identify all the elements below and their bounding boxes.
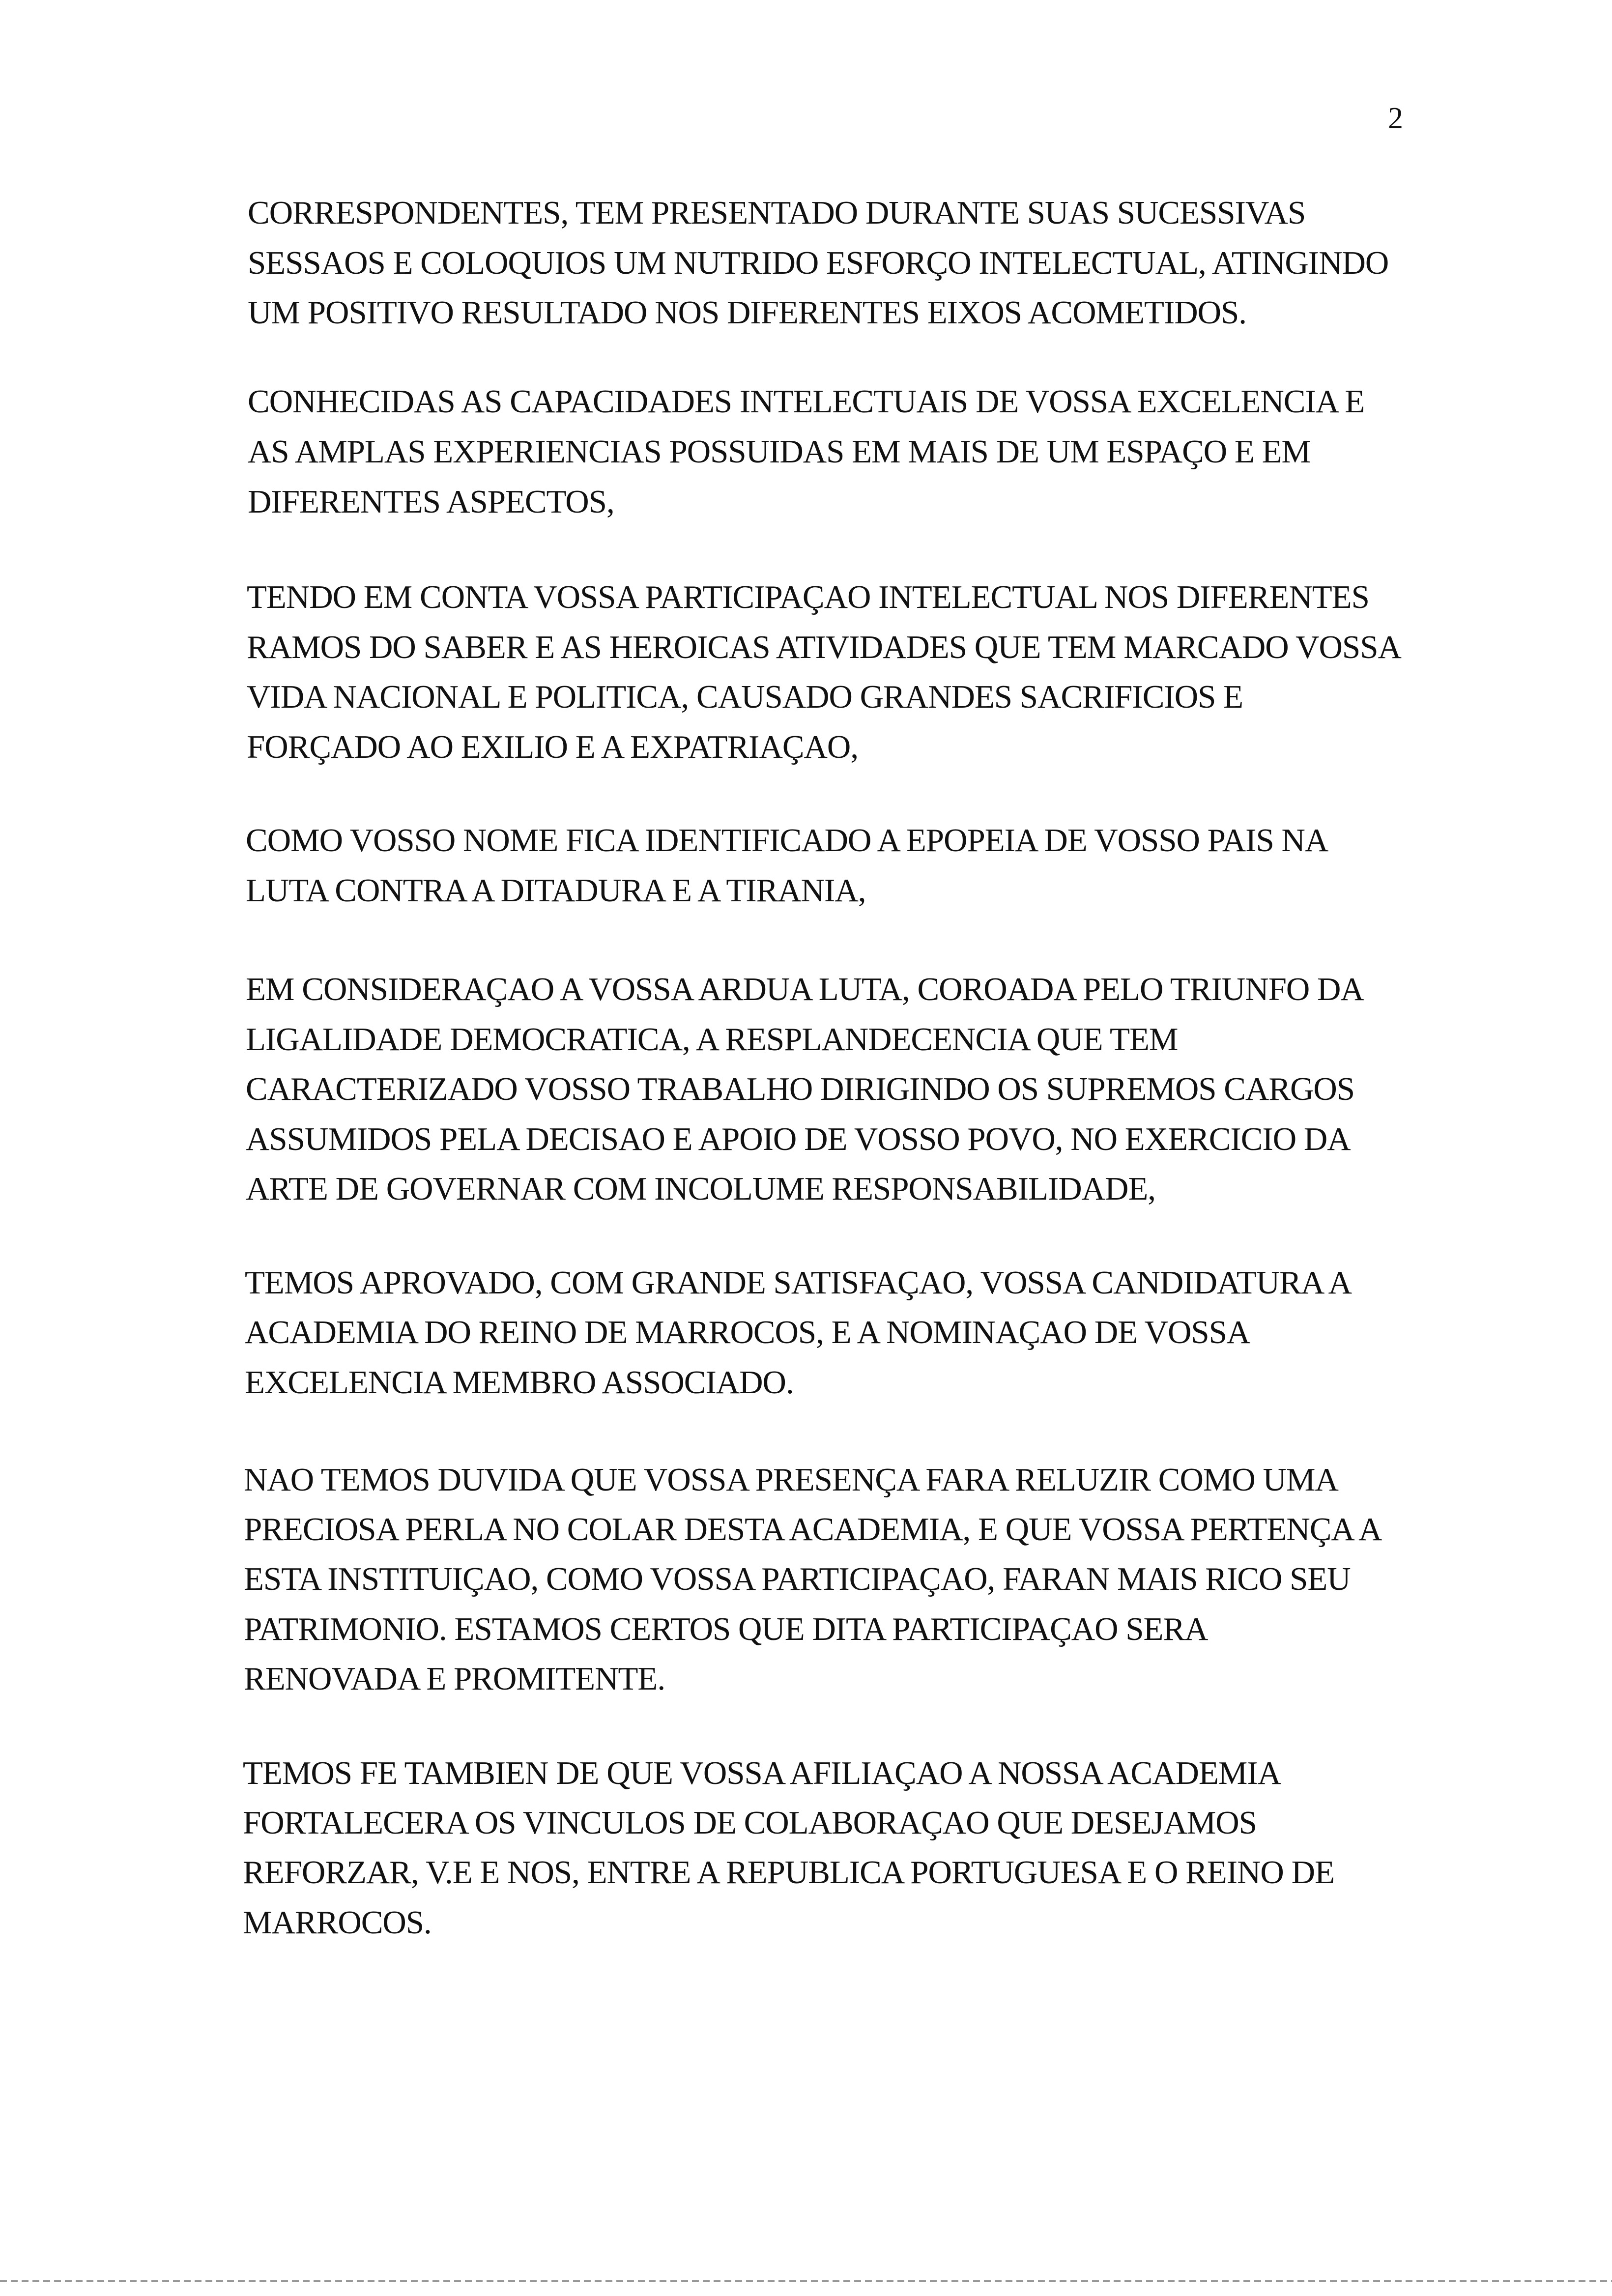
paragraph-line: EXCELENCIA MEMBRO ASSOCIADO. bbox=[245, 1364, 794, 1401]
paragraph-line: ACADEMIA DO REINO DE MARROCOS, E A NOMINAÇAO DE VOSSA bbox=[245, 1314, 1250, 1350]
paragraph-line: UM POSITIVO RESULTADO NOS DIFERENTES EIXOS ACOMETIDOS. bbox=[248, 294, 1247, 331]
paragraph-line: EM CONSIDERAÇAO A VOSSA ARDUA LUTA, COROADA PELO TRIUNFO DA bbox=[246, 971, 1364, 1007]
page-number: 2 bbox=[1388, 102, 1403, 135]
paragraph-line: COMO VOSSO NOME FICA IDENTIFICADO A EPOPEIA DE VOSSO PAIS NA bbox=[246, 822, 1328, 859]
paragraph-line: PRECIOSA PERLA NO COLAR DESTA ACADEMIA, E QUE VOSSA PERTENÇA A bbox=[244, 1511, 1382, 1548]
paragraph-line: TEMOS FE TAMBIEN DE QUE VOSSA AFILIAÇAO A NOSSA ACADEMIA bbox=[243, 1755, 1281, 1791]
paragraph-line: ASSUMIDOS PELA DECISAO E APOIO DE VOSSO POVO, NO EXERCICIO DA bbox=[246, 1121, 1351, 1157]
paragraph-line: AS AMPLAS EXPERIENCIAS POSSUIDAS EM MAIS DE UM ESPAÇO E EM bbox=[248, 433, 1311, 470]
paragraph-line: FORTALECERA OS VINCULOS DE COLABORAÇAO QUE DESEJAMOS bbox=[243, 1805, 1257, 1841]
paragraph-line: PATRIMONIO. ESTAMOS CERTOS QUE DITA PARTICIPAÇAO SERA bbox=[244, 1611, 1208, 1647]
bottom-rule bbox=[0, 2280, 1612, 2282]
paragraph-line: NAO TEMOS DUVIDA QUE VOSSA PRESENÇA FARA RELUZIR COMO UMA bbox=[244, 1462, 1338, 1498]
paragraph-line: FORÇADO AO EXILIO E A EXPATRIAÇAO, bbox=[247, 729, 859, 765]
paragraph-line: ARTE DE GOVERNAR COM INCOLUME RESPONSABILIDADE, bbox=[246, 1171, 1156, 1207]
paragraph-line: TENDO EM CONTA VOSSA PARTICIPAÇAO INTELECTUAL NOS DIFERENTES bbox=[247, 579, 1369, 615]
paragraph-line: TEMOS APROVADO, COM GRANDE SATISFAÇAO, VOSSA CANDIDATURA A bbox=[245, 1264, 1352, 1301]
paragraph-line: DIFERENTES ASPECTOS, bbox=[248, 484, 614, 520]
paragraph-line: RAMOS DO SABER E AS HEROICAS ATIVIDADES QUE TEM MARCADO VOSSA bbox=[247, 629, 1401, 665]
paragraph-line: VIDA NACIONAL E POLITICA, CAUSADO GRANDES SACRIFICIOS E bbox=[247, 679, 1243, 715]
paragraph-line: REFORZAR, V.E E NOS, ENTRE A REPUBLICA PORTUGUESA E O REINO DE bbox=[243, 1854, 1334, 1891]
paragraph-line: ESTA INSTITUIÇAO, COMO VOSSA PARTICIPAÇAO, FARAN MAIS RICO SEU bbox=[244, 1561, 1351, 1597]
paragraph-line: CARACTERIZADO VOSSO TRABALHO DIRIGINDO OS SUPREMOS CARGOS bbox=[246, 1071, 1355, 1107]
paragraph-line: MARROCOS. bbox=[243, 1904, 432, 1941]
paragraph-line: CORRESPONDENTES, TEM PRESENTADO DURANTE SUAS SUCESSIVAS bbox=[248, 195, 1306, 231]
paragraph-line: LIGALIDADE DEMOCRATICA, A RESPLANDECENCIA QUE TEM bbox=[246, 1021, 1178, 1058]
paragraph-line: LUTA CONTRA A DITADURA E A TIRANIA, bbox=[246, 872, 866, 909]
paragraph-line: SESSAOS E COLOQUIOS UM NUTRIDO ESFORÇO INTELECTUAL, ATINGINDO bbox=[248, 245, 1389, 281]
paragraph-line: CONHECIDAS AS CAPACIDADES INTELECTUAIS DE VOSSA EXCELENCIA E bbox=[248, 383, 1365, 420]
paragraph-line: RENOVADA E PROMITENTE. bbox=[244, 1661, 665, 1697]
